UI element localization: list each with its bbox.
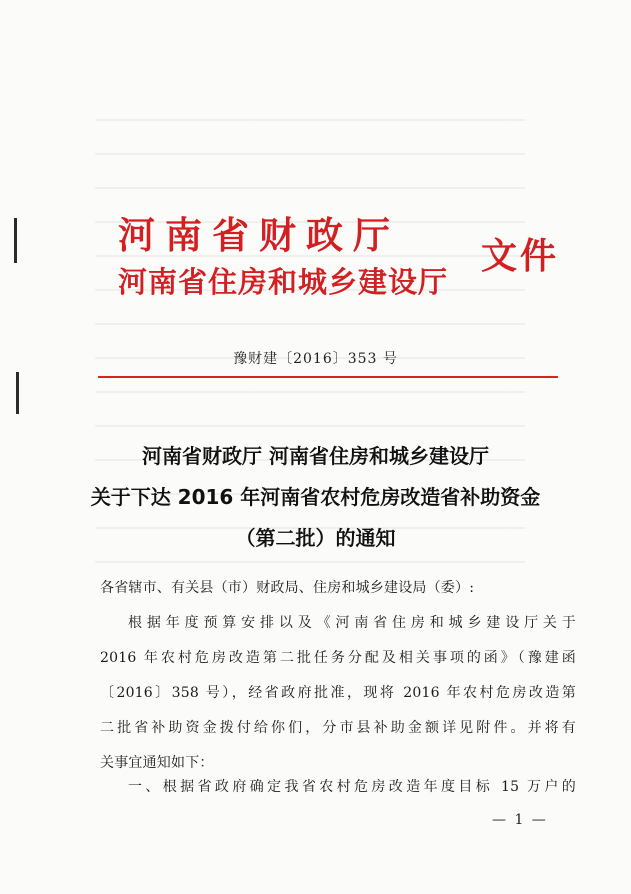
paragraph-line: 一、根据省政府确定我省农村危房改造年度目标 15 万户的 bbox=[128, 779, 576, 795]
issuer-housing-department: 河南省住房和城乡建设厅 bbox=[118, 265, 449, 299]
scan-margin-mark bbox=[14, 218, 17, 263]
paragraph-line: 二批省补助资金拨付给你们，分市县补助金额详见附件。并将有 bbox=[100, 720, 576, 736]
title-line-issuers: 河南省财政厅 河南省住房和城乡建设厅 bbox=[142, 444, 489, 468]
bleed-through-texture bbox=[95, 95, 525, 595]
title-line-notice: （第二批）的通知 bbox=[235, 526, 396, 550]
paragraph-line: 2016 年农村危房改造第二批任务分配及相关事项的函》（豫建函 bbox=[100, 650, 576, 666]
title-line-subject: 关于下达 2016 年河南省农村危房改造省补助资金 bbox=[90, 485, 541, 509]
paragraph-line: 关事宜通知如下： bbox=[100, 755, 214, 771]
doc-type-label: 文件 bbox=[481, 236, 560, 277]
scan-margin-mark bbox=[16, 372, 19, 414]
issuer-finance-department: 河南省财政厅 bbox=[118, 214, 400, 257]
page-number: — 1 — bbox=[492, 812, 548, 828]
red-divider-rule bbox=[98, 376, 558, 378]
paragraph-line: 根据年度预算安排以及《河南省住房和城乡建设厅关于 bbox=[128, 615, 576, 631]
document-number: 豫财建〔2016〕353 号 bbox=[233, 351, 398, 367]
paragraph-line: 〔2016〕358 号），经省政府批准，现将 2016 年农村危房改造第 bbox=[100, 685, 576, 701]
addressee-line: 各省辖市、有关县（市）财政局、住房和城乡建设局（委）: bbox=[100, 580, 475, 596]
